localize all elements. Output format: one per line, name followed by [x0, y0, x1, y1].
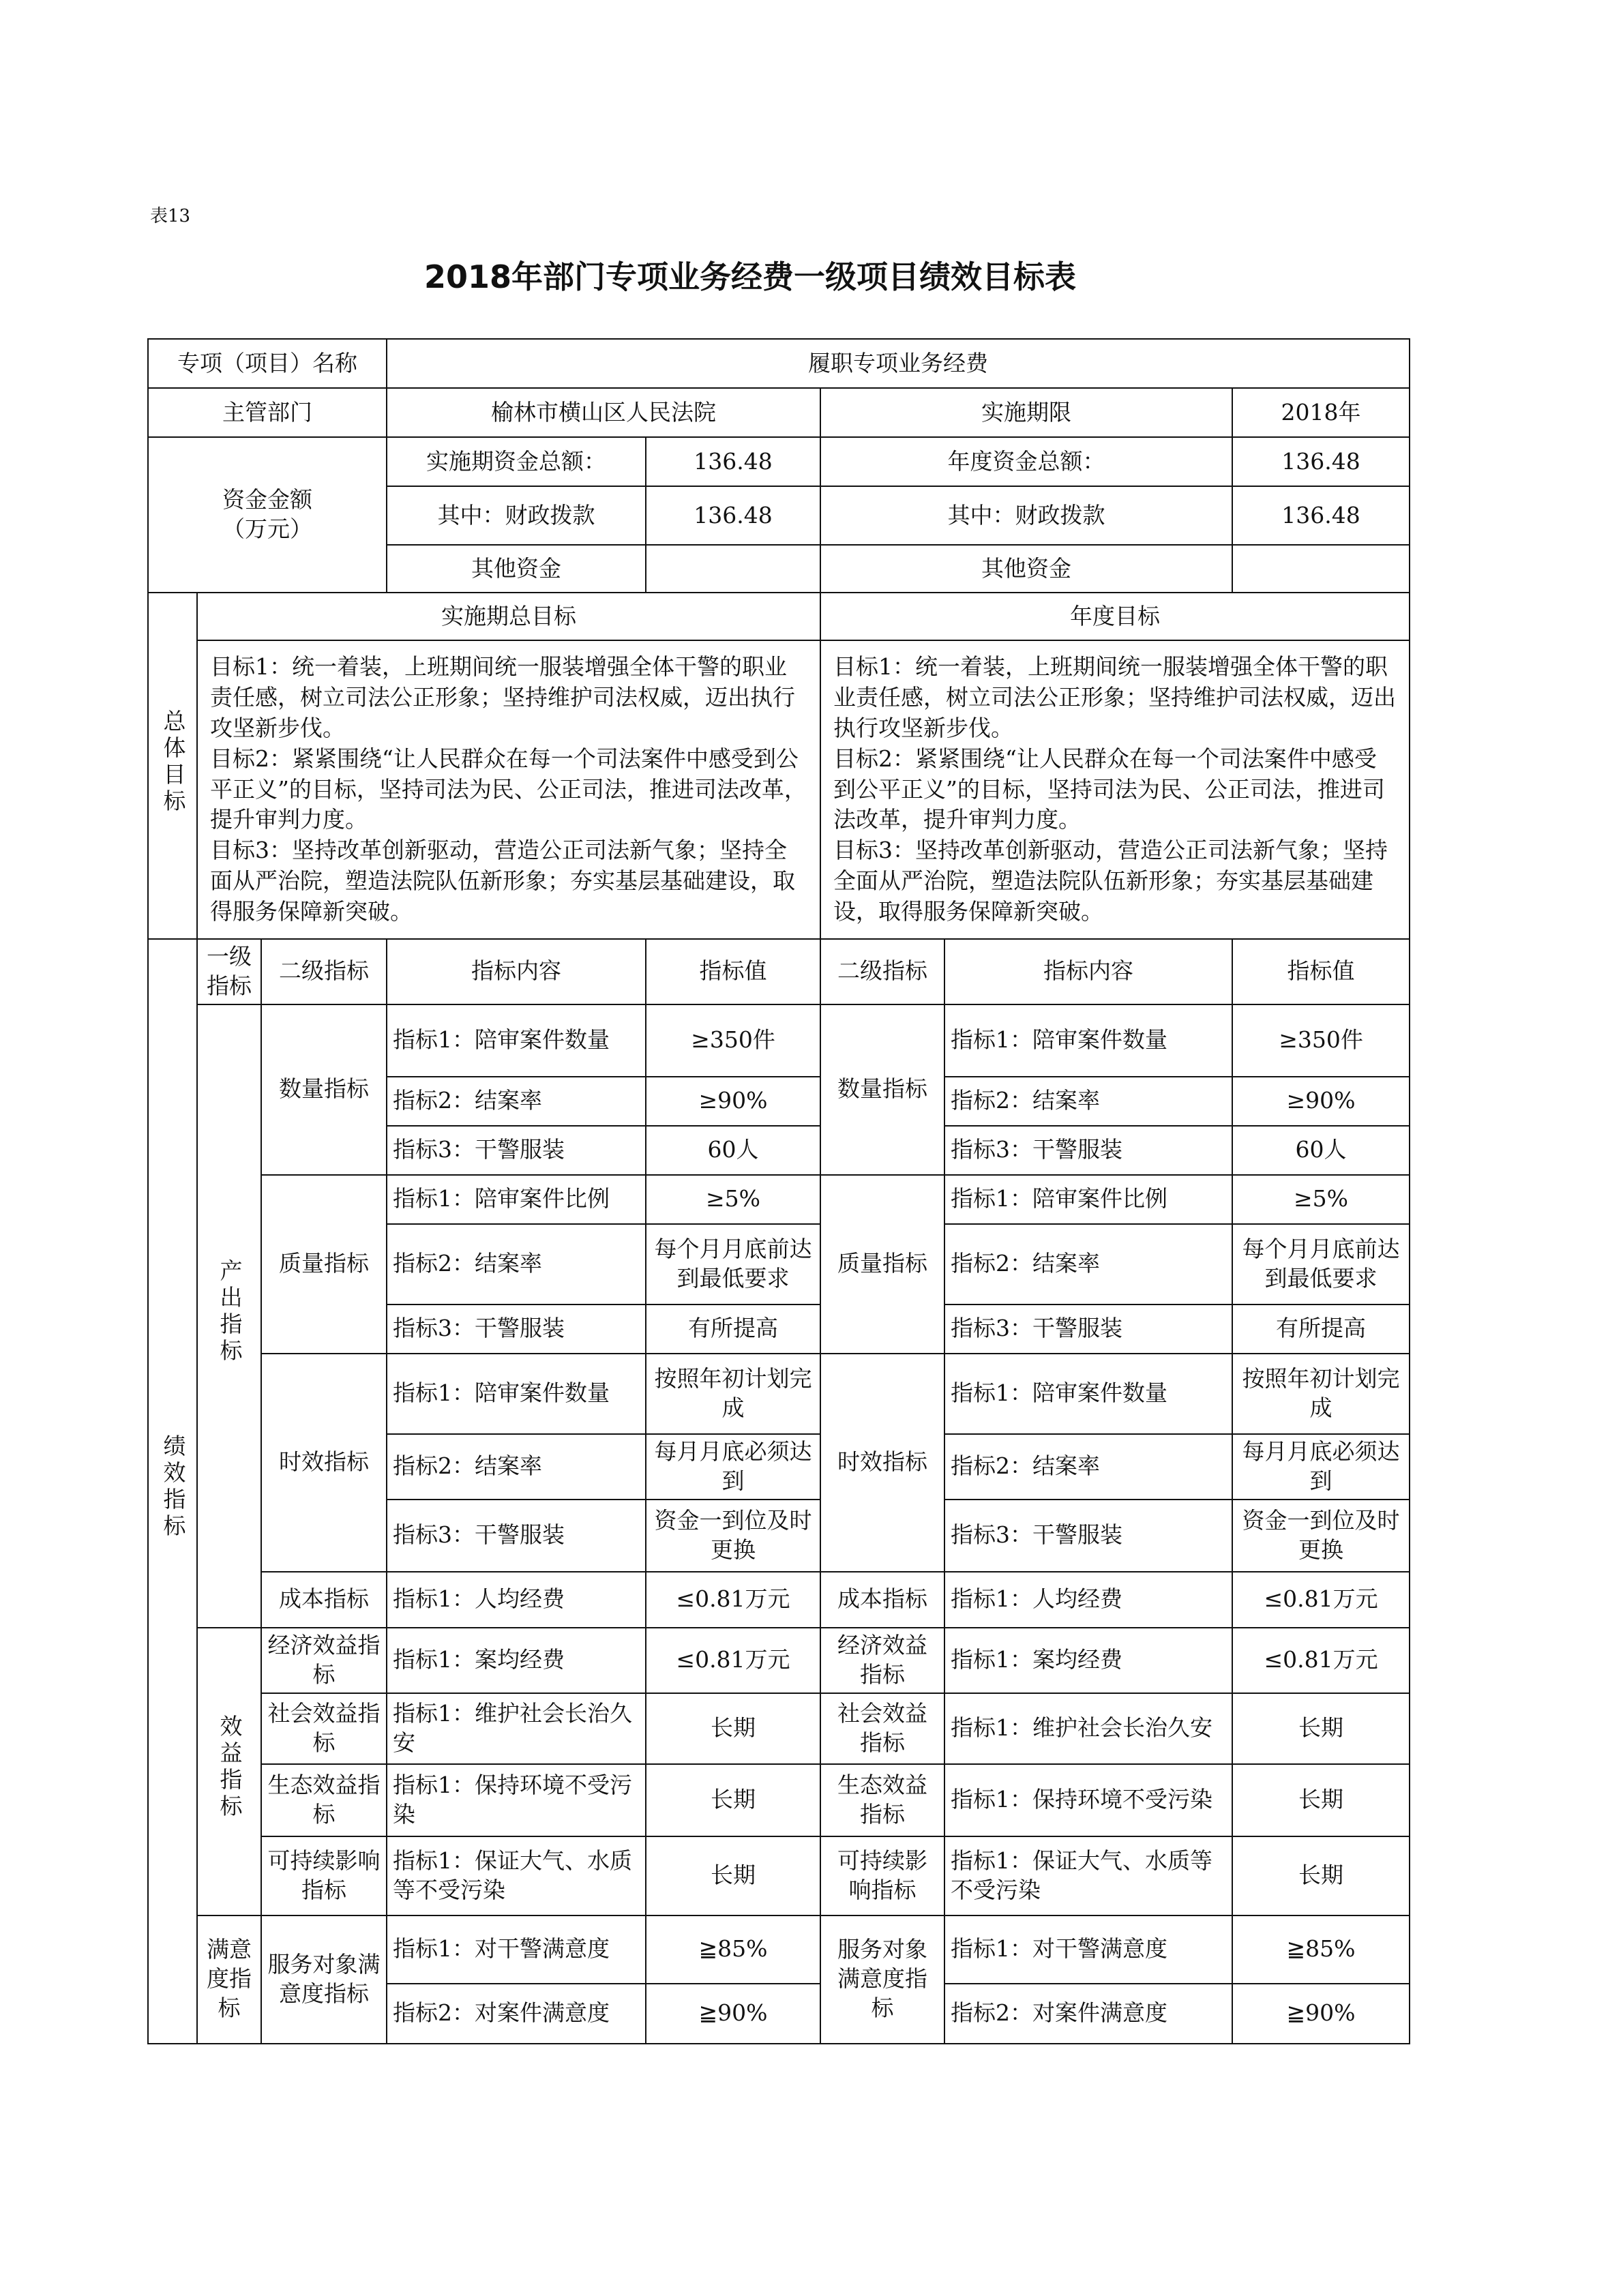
table-row — [148, 1572, 1410, 1628]
benefit-label-text: 效益指标 — [216, 1714, 243, 1821]
header-content-annual: 指标内容 — [944, 939, 1232, 1004]
timeliness-label: 时效指标 — [261, 1354, 387, 1572]
indicator-value: 每月月底必须达到 — [646, 1434, 820, 1500]
indicator-content-annual: 指标3：干警服装 — [944, 1500, 1232, 1572]
goals-section-text: 总体目标 — [160, 709, 187, 816]
indicator-content-annual: 指标1：陪审案件数量 — [944, 1354, 1232, 1434]
goals-section-label — [148, 593, 197, 939]
funds-annual-other-value — [1232, 545, 1410, 593]
indicator-content: 指标1：人均经费 — [387, 1572, 646, 1628]
indicator-content: 指标3：干警服装 — [387, 1500, 646, 1572]
indicator-value: ≧85% — [646, 1915, 820, 1984]
indicator-content-annual: 指标1：对干警满意度 — [944, 1915, 1232, 1984]
output-label — [197, 1004, 261, 1628]
satisfaction-sub-label: 服务对象满意度指标 — [261, 1915, 387, 2044]
indicator-value: ≤0.81万元 — [646, 1572, 820, 1628]
indicator-content-annual: 指标1：人均经费 — [944, 1572, 1232, 1628]
indicator-value: 按照年初计划完成 — [646, 1354, 820, 1434]
department-value: 榆林市横山区人民法院 — [387, 388, 820, 437]
annual-goal-text: 目标1：统一着装，上班期间统一服装增强全体干警的职业责任感，树立司法公正形象；坚持维护司法权威，迈出执行攻坚新步伐。 目标2：紧紧围绕“让人民群众在每一个司法案件中感受到公平正义”的目标，坚持司法为民、公正司法，推进司法改革，提升审判力度。 目标3：坚持改革创新驱动，营造公正司法新气象；坚持全面从严治院，塑造法院队伍新形象；夯实基层基础建设，取得服务保障新突破。 — [820, 640, 1410, 939]
indicator-header-row — [148, 939, 1410, 1004]
funds-fiscal-value: 136.48 — [646, 486, 820, 545]
funds-annual-total-value: 136.48 — [1232, 437, 1410, 486]
indicators-section-text: 绩效指标 — [160, 1434, 187, 1541]
indicator-content: 指标1：保证大气、水质等不受污染 — [387, 1836, 646, 1915]
page-label: 表13 — [150, 206, 191, 226]
project-name-row — [148, 339, 1410, 388]
indicator-content-annual: 指标1：维护社会长治久安 — [944, 1693, 1232, 1764]
benefit-sub-label: 可持续影响指标 — [261, 1836, 387, 1915]
timeliness-label-annual: 时效指标 — [820, 1354, 944, 1572]
funds-annual-fiscal-label: 其中：财政拨款 — [820, 486, 1232, 545]
funds-label: 资金金额 （万元） — [148, 437, 387, 593]
indicator-value: 长期 — [646, 1764, 820, 1836]
indicator-value: 资金一到位及时更换 — [646, 1500, 820, 1572]
quantity-label-annual: 数量指标 — [820, 1004, 944, 1175]
indicator-value: 每个月月底前达到最低要求 — [646, 1224, 820, 1304]
indicator-value-annual: ≥5% — [1232, 1175, 1410, 1224]
indicator-value: ≤0.81万元 — [646, 1628, 820, 1693]
indicator-value-annual: 资金一到位及时更换 — [1232, 1500, 1410, 1572]
indicator-value: 长期 — [646, 1693, 820, 1764]
indicator-content: 指标1：陪审案件数量 — [387, 1354, 646, 1434]
indicator-content-annual: 指标2：结案率 — [944, 1224, 1232, 1304]
table-row — [148, 1175, 1410, 1224]
indicator-content-annual: 指标2：结案率 — [944, 1434, 1232, 1500]
quality-label: 质量指标 — [261, 1175, 387, 1354]
benefit-sub-label-annual: 生态效益指标 — [820, 1764, 944, 1836]
performance-table — [147, 338, 1410, 2044]
indicator-value-annual: 长期 — [1232, 1836, 1410, 1915]
project-name-label: 专项（项目）名称 — [148, 339, 387, 388]
cost-label-annual: 成本指标 — [820, 1572, 944, 1628]
indicator-value-annual: ≥90% — [1232, 1077, 1410, 1126]
benefit-sub-label-annual: 经济效益指标 — [820, 1628, 944, 1693]
indicator-content-annual: 指标1：陪审案件比例 — [944, 1175, 1232, 1224]
benefit-label — [197, 1628, 261, 1915]
benefit-sub-label-annual: 社会效益指标 — [820, 1693, 944, 1764]
header-level2-annual: 二级指标 — [820, 939, 944, 1004]
indicator-value: 有所提高 — [646, 1304, 820, 1354]
annual-goal-header: 年度目标 — [820, 593, 1410, 640]
indicator-content: 指标1：维护社会长治久安 — [387, 1693, 646, 1764]
indicator-content-annual: 指标2：结案率 — [944, 1077, 1232, 1126]
indicator-content: 指标2：结案率 — [387, 1224, 646, 1304]
funds-annual-fiscal-value: 136.48 — [1232, 486, 1410, 545]
indicator-value-annual: 60人 — [1232, 1126, 1410, 1175]
department-row — [148, 388, 1410, 437]
project-name-value: 履职专项业务经费 — [387, 339, 1410, 388]
indicator-value: ≥5% — [646, 1175, 820, 1224]
funds-total-label: 实施期资金总额： — [387, 437, 646, 486]
funds-total-row — [148, 437, 1410, 486]
quantity-label: 数量指标 — [261, 1004, 387, 1175]
indicator-content-annual: 指标3：干警服装 — [944, 1304, 1232, 1354]
indicator-content: 指标2：结案率 — [387, 1434, 646, 1500]
indicator-value-annual: ≤0.81万元 — [1232, 1628, 1410, 1693]
indicator-value-annual: ≤0.81万元 — [1232, 1572, 1410, 1628]
indicator-value-annual: ≥350件 — [1232, 1004, 1410, 1077]
indicator-content-annual: 指标2：对案件满意度 — [944, 1984, 1232, 2044]
indicators-section-label — [148, 939, 197, 2044]
funds-annual-total-label: 年度资金总额： — [820, 437, 1232, 486]
indicator-value: 60人 — [646, 1126, 820, 1175]
table-row — [148, 1693, 1410, 1764]
output-label-text: 产出指标 — [216, 1259, 243, 1366]
header-content: 指标内容 — [387, 939, 646, 1004]
indicator-value-annual: 有所提高 — [1232, 1304, 1410, 1354]
header-level2: 二级指标 — [261, 939, 387, 1004]
indicator-content: 指标1：对干警满意度 — [387, 1915, 646, 1984]
indicator-content-annual: 指标1：案均经费 — [944, 1628, 1232, 1693]
funds-total-value: 136.48 — [646, 437, 820, 486]
table-row — [148, 1354, 1410, 1434]
indicator-value-annual: 长期 — [1232, 1764, 1410, 1836]
indicator-value-annual: 每个月月底前达到最低要求 — [1232, 1224, 1410, 1304]
indicator-content-annual: 指标1：保证大气、水质等不受污染 — [944, 1836, 1232, 1915]
indicator-value: 长期 — [646, 1836, 820, 1915]
period-label: 实施期限 — [820, 388, 1232, 437]
indicator-content: 指标2：对案件满意度 — [387, 1984, 646, 2044]
satisfaction-sub-label-annual: 服务对象满意度指标 — [820, 1915, 944, 2044]
indicator-value: ≧90% — [646, 1984, 820, 2044]
indicator-value-annual: 按照年初计划完成 — [1232, 1354, 1410, 1434]
benefit-sub-label-annual: 可持续影响指标 — [820, 1836, 944, 1915]
table-row — [148, 1915, 1410, 1984]
indicator-content: 指标3：干警服装 — [387, 1304, 646, 1354]
funds-other-label: 其他资金 — [387, 545, 646, 593]
benefit-sub-label: 社会效益指标 — [261, 1693, 387, 1764]
satisfaction-label: 满意度指标 — [197, 1915, 261, 2044]
table-row — [148, 1764, 1410, 1836]
funds-fiscal-label: 其中：财政拨款 — [387, 486, 646, 545]
indicator-content-annual: 指标1：保持环境不受污染 — [944, 1764, 1232, 1836]
indicator-value-annual: 长期 — [1232, 1693, 1410, 1764]
cost-label: 成本指标 — [261, 1572, 387, 1628]
header-value: 指标值 — [646, 939, 820, 1004]
header-value-annual: 指标值 — [1232, 939, 1410, 1004]
indicator-value-annual: ≧85% — [1232, 1915, 1410, 1984]
indicator-value-annual: ≧90% — [1232, 1984, 1410, 2044]
indicator-content: 指标2：结案率 — [387, 1077, 646, 1126]
goals-text-row — [148, 640, 1410, 939]
document-title: 2018年部门专项业务经费一级项目绩效目标表 — [423, 258, 1077, 295]
benefit-sub-label: 经济效益指标 — [261, 1628, 387, 1693]
indicator-content: 指标3：干警服装 — [387, 1126, 646, 1175]
indicator-content: 指标1：保持环境不受污染 — [387, 1764, 646, 1836]
indicator-content: 指标1：案均经费 — [387, 1628, 646, 1693]
benefit-sub-label: 生态效益指标 — [261, 1764, 387, 1836]
table-row — [148, 1004, 1410, 1077]
indicator-content: 指标1：陪审案件比例 — [387, 1175, 646, 1224]
funds-annual-other-label: 其他资金 — [820, 545, 1232, 593]
indicator-value: ≥350件 — [646, 1004, 820, 1077]
table-row — [148, 1836, 1410, 1915]
period-goal-header: 实施期总目标 — [197, 593, 820, 640]
funds-other-value — [646, 545, 820, 593]
indicator-content-annual: 指标1：陪审案件数量 — [944, 1004, 1232, 1077]
period-goal-text: 目标1：统一着装，上班期间统一服装增强全体干警的职业责任感，树立司法公正形象；坚持维护司法权威，迈出执行攻坚新步伐。 目标2：紧紧围绕“让人民群众在每一个司法案件中感受到公平正义”的目标，坚持司法为民、公正司法，推进司法改革，提升审判力度。 目标3：坚持改革创新驱动，营造公正司法新气象；坚持全面从严治院，塑造法院队伍新形象；夯实基层基础建设，取得服务保障新突破。 — [197, 640, 820, 939]
department-label: 主管部门 — [148, 388, 387, 437]
table-row — [148, 1628, 1410, 1693]
goals-header-row — [148, 593, 1410, 640]
indicator-content-annual: 指标3：干警服装 — [944, 1126, 1232, 1175]
quality-label-annual: 质量指标 — [820, 1175, 944, 1354]
period-value: 2018年 — [1232, 388, 1410, 437]
indicator-content: 指标1：陪审案件数量 — [387, 1004, 646, 1077]
indicator-value-annual: 每月月底必须达到 — [1232, 1434, 1410, 1500]
header-level1: 一级指标 — [197, 939, 261, 1004]
indicator-value: ≥90% — [646, 1077, 820, 1126]
